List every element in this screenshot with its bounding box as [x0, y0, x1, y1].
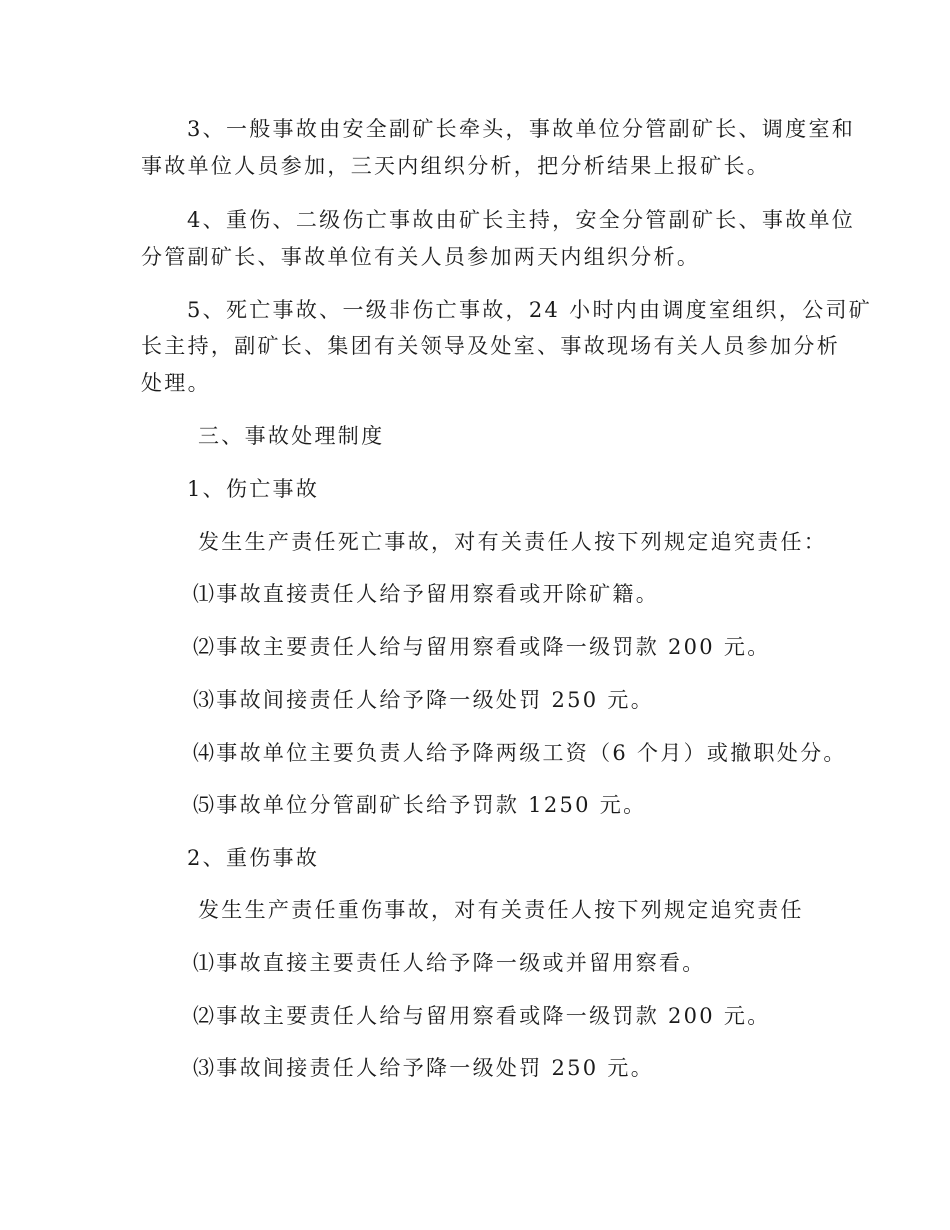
- list-item: ⑷事故单位主要负责人给予降两级工资（6 个月）或撤职处分。: [193, 741, 847, 765]
- paragraph-line: 4、重伤、二级伤亡事故由矿长主持，安全分管副矿长、事故单位: [187, 208, 856, 232]
- list-item: ⑴事故直接责任人给予留用察看或开除矿籍。: [193, 582, 659, 606]
- list-item: ⑵事故主要责任人给与留用察看或降一级罚款 200 元。: [193, 635, 771, 659]
- list-item: ⑶事故间接责任人给予降一级处罚 250 元。: [193, 1056, 655, 1080]
- paragraph-line: 3、一般事故由安全副矿长牵头，事故单位分管副矿长、调度室和: [187, 117, 856, 141]
- paragraph-line: 长主持，副矿长、集团有关领导及处室、事故现场有关人员参加分析: [141, 334, 840, 358]
- paragraph-line: 分管副矿长、事故单位有关人员参加两天内组织分析。: [141, 245, 701, 269]
- paragraph-line: 事故单位人员参加，三天内组织分析，把分析结果上报矿长。: [141, 154, 771, 178]
- list-item: ⑵事故主要责任人给与留用察看或降一级罚款 200 元。: [193, 1004, 771, 1028]
- paragraph-line: 5、死亡事故、一级非伤亡事故，24 小时内由调度室组织，公司矿: [187, 298, 873, 322]
- section-heading: 三、事故处理制度: [198, 424, 385, 448]
- paragraph-line: 发生生产责任重伤事故，对有关责任人按下列规定追究责任: [198, 898, 804, 922]
- paragraph-line: 发生生产责任死亡事故，对有关责任人按下列规定追究责任：: [198, 530, 828, 554]
- list-item: ⑶事故间接责任人给予降一级处罚 250 元。: [193, 688, 655, 712]
- subheading: 2、重伤事故: [187, 846, 320, 870]
- list-item: ⑸事故单位分管副矿长给予罚款 1250 元。: [193, 793, 647, 817]
- paragraph-line: 处理。: [141, 371, 211, 395]
- subheading: 1、伤亡事故: [187, 477, 320, 501]
- list-item: ⑴事故直接主要责任人给予降一级或并留用察看。: [193, 951, 706, 975]
